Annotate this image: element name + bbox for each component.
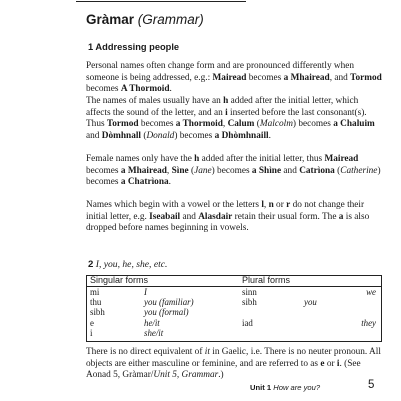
gaelic-singular: i <box>90 327 93 338</box>
table-header-row <box>86 275 382 287</box>
table-row <box>86 297 382 307</box>
gaelic-plural: sinn <box>234 287 304 298</box>
section-heading <box>86 12 204 27</box>
gaelic-singular: thu <box>90 297 102 308</box>
paragraph-3: Female names only have the h added after the initial letter, thus Mairead becomes a Mhairead, Sìne (Jane) becomes a Shìne and Catrìona (Catherine) becomes a Chatrìona. <box>86 154 381 188</box>
english-singular: you (familiar) <box>144 297 194 308</box>
subsection-1-heading <box>88 42 179 52</box>
subsection-2-heading <box>88 259 167 270</box>
english-plural: we <box>334 287 382 298</box>
heading-main: Gràmar <box>86 12 135 27</box>
page-number: 5 <box>368 379 375 391</box>
heading-subtitle: (Grammar) <box>137 12 204 27</box>
footer-unit-label <box>250 383 320 392</box>
table-row <box>86 287 382 298</box>
gaelic-plural: sibh <box>242 297 257 308</box>
subsection-2-number: 2 <box>88 259 94 270</box>
table-row <box>86 307 382 317</box>
subsection-1-number: 1 <box>88 42 94 52</box>
plural-header: Plural forms <box>242 275 291 286</box>
english-singular: I <box>144 287 234 298</box>
pronoun-table <box>86 275 382 338</box>
paragraph-1: Personal names often change form and are pronounced differently when someone is being addressed, e.g.: Mairead becomes a Mhairead, and Tormod becomes A Thormoid. <box>86 61 382 95</box>
footer-unit-title: How are you? <box>273 383 321 392</box>
english-plural: you <box>304 297 317 308</box>
gaelic-plural: iad <box>242 317 253 328</box>
paragraph-5: There is no direct equivalent of it in Gaelic, i.e. There is no neuter pronoun. All objects are either masculine or feminine, and are referred to as e or i. (See Aonad 5, Gràmar/Unit 5, Grammar.) <box>86 347 381 381</box>
gaelic-singular: e <box>90 317 94 328</box>
subsection-1-title: Addressing people <box>95 42 180 52</box>
english-singular: she/it <box>144 327 164 338</box>
english-plural: they <box>361 317 376 328</box>
paragraph-2: The names of males usually have an h added after the initial letter, which affects the sound of the letter, and an i inserted before the last consonant(s). Thus Tormod becomes a Thormoid, Calum (Malcolm) becomes a Chaluim and Dòmhnall (Donald) becomes a Dhòmhnaill. <box>86 96 375 141</box>
singular-header: Singular forms <box>90 275 149 286</box>
subsection-2-title: I, you, he, she, etc. <box>95 259 168 270</box>
footer-unit: Unit 1 <box>250 383 272 392</box>
table-row <box>86 328 382 338</box>
gaelic-singular: mi <box>86 287 144 298</box>
english-singular: he/it <box>144 317 160 328</box>
gaelic-singular: sibh <box>90 307 105 318</box>
paragraph-4: Names which begin with a vowel or the letters l, n or r do not change their initial letter, e.g. Iseabail and Alasdair retain their usual form. The a is also dropped before names beginning in vowels. <box>86 200 370 234</box>
top-rule <box>76 1 246 2</box>
english-singular: you (formal) <box>144 307 189 318</box>
table-row <box>86 318 382 328</box>
